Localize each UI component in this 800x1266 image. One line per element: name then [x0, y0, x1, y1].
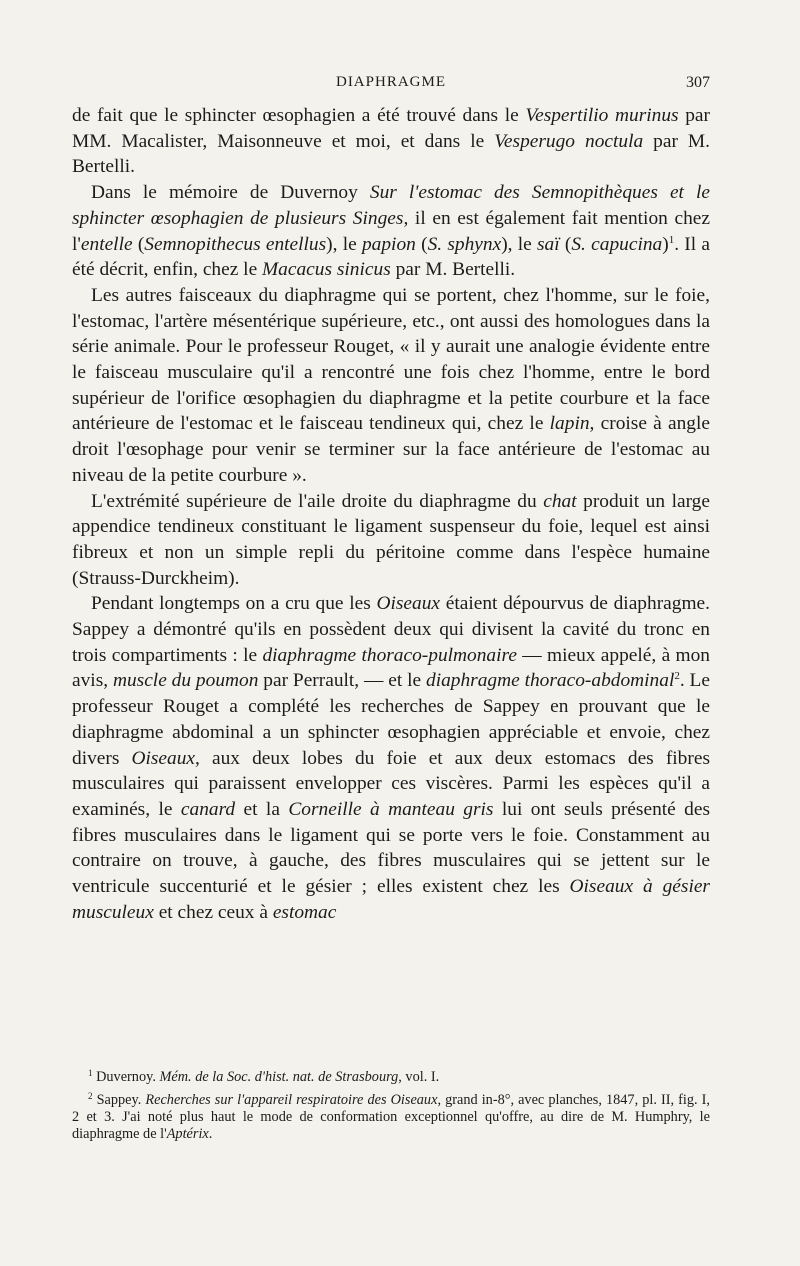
footnote-2 — [72, 1092, 710, 1143]
italic-text: lapin — [549, 413, 590, 435]
text-run: Les autres faisceaux du diaphragme qui se portent, chez l'homme, sur le foie, l'estomac, l'artère mésentérique supérieure, etc., ont aussi des homologues dans la série animale. Pour le professeur Rouget, « il y aurait une analogie évidente entre le faisceau musculaire qu'il a rencontré une fois chez l'homme, entre le bord supérieur de l'orifice œsophagien du diaphragme et la petite courbure et la face antérieure de l'estomac et le faisceau tendineux qui, chez le — [72, 284, 710, 435]
text-run: , il en est également fait mention chez l' — [72, 207, 710, 255]
italic-text: Macacus sinicus — [262, 259, 391, 281]
footnote-1 — [72, 1069, 710, 1086]
italic-text: Sur l'estomac des Semnopithèques et le sphincter œsophagien de plusieurs Singes — [72, 182, 710, 229]
italic-text: Oiseaux à gésier musculeux — [72, 876, 710, 923]
paragraph-2 — [72, 180, 710, 283]
text-run: . — [208, 1126, 213, 1142]
text-run: par Perrault, — et le — [258, 670, 427, 692]
text-run: par MM. Macalister, Maisonneuve et moi, et dans le — [72, 105, 710, 152]
text-run: Dans le mémoire de Duvernoy — [91, 182, 370, 204]
text-run: par M. Bertelli. — [72, 130, 711, 178]
italic-text: estomac — [272, 901, 337, 923]
italic-text: canard — [180, 798, 236, 820]
body-text — [72, 103, 710, 926]
text-run: . Le professeur Rouget a complété les recherches de Sappey en prouvant que le diaphragme abdominal a un sphincter œsophagien appréciable et envoie, chez divers — [72, 670, 710, 769]
italic-text: papion — [361, 233, 416, 255]
footnote-ref: 2 — [88, 1091, 93, 1101]
text-run: Duvernoy. — [92, 1069, 160, 1085]
text-run: ( — [559, 233, 572, 255]
italic-text: saï — [537, 233, 560, 255]
italic-text: Recherches sur l'appareil respiratoire des Oiseaux — [145, 1092, 438, 1108]
italic-text: Oiseaux — [376, 593, 441, 615]
paragraph-3 — [72, 283, 710, 489]
italic-text: diaphragme thoraco-pulmonaire — [262, 644, 517, 666]
footnotes — [72, 1069, 710, 1149]
text-run: étaient dépourvus de diaphragme. Sappey a démontré qu'ils en possèdent deux qui divisent la cavité du tronc en trois compartiments : le — [72, 593, 710, 666]
text-run: lui ont seuls présenté des fibres musculaires dans le ligament qui se porte vers le foie. Constamment au contraire on trouve, à gauche, des fibres musculaires qui se jettent sur le ventricule succenturié et le gésier ; elles existent chez les — [72, 798, 711, 898]
italic-text: Vesperugo noctula — [494, 130, 644, 152]
italic-text: Vespertilio murinus — [525, 105, 679, 126]
text-run: ( — [132, 233, 145, 255]
text-run: Sappey. — [92, 1092, 146, 1108]
text-run: — mieux appelé, à mon avis, — [72, 644, 711, 692]
text-run: et chez ceux à — [153, 901, 273, 923]
footnote-ref: 1 — [88, 1068, 93, 1078]
italic-text: Corneille à manteau gris — [288, 798, 494, 820]
italic-text: Oiseaux — [131, 747, 196, 769]
italic-text: S. sphynx — [427, 233, 502, 255]
page-number: 307 — [686, 74, 710, 91]
footnote-ref: 2 — [674, 670, 680, 683]
running-head-title: DIAPHRAGME — [335, 74, 446, 90]
text-run: , vol. I. — [398, 1069, 440, 1085]
text-run: , croise à angle droit l'œsophage pour venir se terminer sur la face antérieure de l'estomac au niveau de la petite courbure ». — [72, 413, 710, 486]
text-run: L'extrémité supérieure de l'aile droite du diaphragme du — [91, 490, 544, 512]
text-run: produit un large appendice tendineux constituant le ligament suspenseur du foie, lequel est ainsi fibreux et non un simple repli du péritoine comme dans l'espèce humaine (Strauss-Durckheim). — [72, 490, 710, 589]
italic-text: entelle — [80, 233, 133, 255]
text-run: , aux deux lobes du foie et aux deux estomacs des fibres musculaires qui paraissent envelopper ces viscères. Parmi les espèces qu'il a examinés, le — [72, 747, 710, 820]
paragraph-1 — [72, 103, 710, 180]
text-run: ( — [415, 233, 428, 255]
footnote-ref: 1 — [668, 233, 675, 246]
italic-text: diaphragme thoraco-abdominal — [426, 670, 675, 692]
text-run: ), le — [326, 233, 362, 255]
text-run: ) — [662, 233, 669, 255]
text-run: et la — [235, 798, 289, 820]
italic-text: Aptérix — [166, 1126, 209, 1142]
paragraph-5 — [72, 591, 710, 925]
italic-text: Semnopithecus entellus — [144, 233, 327, 255]
paragraph-4 — [72, 489, 710, 592]
text-run: Pendant longtemps on a cru que les — [91, 593, 377, 615]
running-head — [72, 74, 710, 96]
text-run: . Il a été décrit, enfin, chez le — [72, 233, 710, 281]
text-run: , grand in-8°, avec planches, 1847, pl. II, fig. I, 2 et 3. J'ai noté plus haut le mode de conformation exceptionnel qu'offre, au dire de M. Humphry, le diaphragme de l' — [72, 1092, 710, 1142]
text-run: par M. Bertelli. — [390, 259, 516, 281]
italic-text: Mém. de la Soc. d'hist. nat. de Strasbourg — [159, 1069, 399, 1085]
italic-text: muscle du poumon — [112, 670, 259, 692]
text-run: de fait que le sphincter œsophagien a été trouvé dans le — [72, 105, 526, 126]
text-run: ), le — [501, 233, 537, 255]
italic-text: S. capucina — [571, 233, 663, 255]
italic-text: chat — [543, 490, 577, 512]
